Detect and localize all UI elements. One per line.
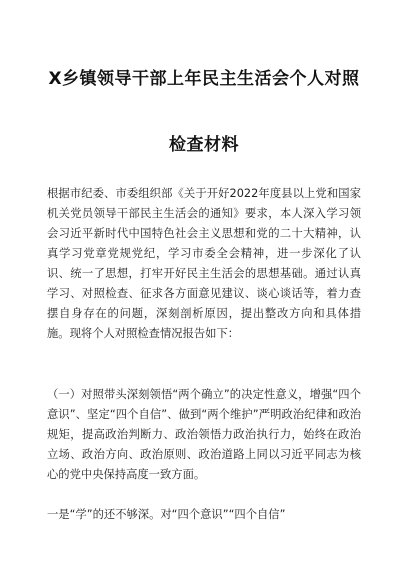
document-title-line-2: 检查材料 [169, 135, 239, 155]
body-paragraph-section-1: （一）对照带头深刻领悟“两个确立”的决定性意义，增强“四个意识”、坚定“四个自信”、做到“两个维护”严明政治纪律和政治规矩，提高政治判断力、政治领悟力政治执行力，始终在政治立场、政治方向、政治原则、政治道路上同以习近平同志为核心的党中央保持高度一致方面。 [47, 388, 361, 481]
body-paragraph-point-1: 一是“学”的还不够深。对“四个意识”“四个自信” [47, 508, 286, 521]
document-title-line-1: X乡镇领导干部上年民主生活会个人对照 [48, 69, 360, 89]
body-paragraph-intro: 根据市纪委、市委组织部《关于开好2022年度县以上党和国家机关党员领导干部民主生活会的通知》要求，本人深入学习领会习近平新时代中国特色社会主义思想和党的二十大精神，认真学习党章党规党纪，学习市委全会精神，进一步深化了认识、统一了思想，打牢开好民主生活会的思想基础。通过认真学习、对照检查、征求各方面意见建议、谈心谈话等，着力查摆自身存在的问题，深刻剖析原因，提出整改方向和具体措施。现将个人对照检查情况报告如下： [47, 187, 361, 340]
